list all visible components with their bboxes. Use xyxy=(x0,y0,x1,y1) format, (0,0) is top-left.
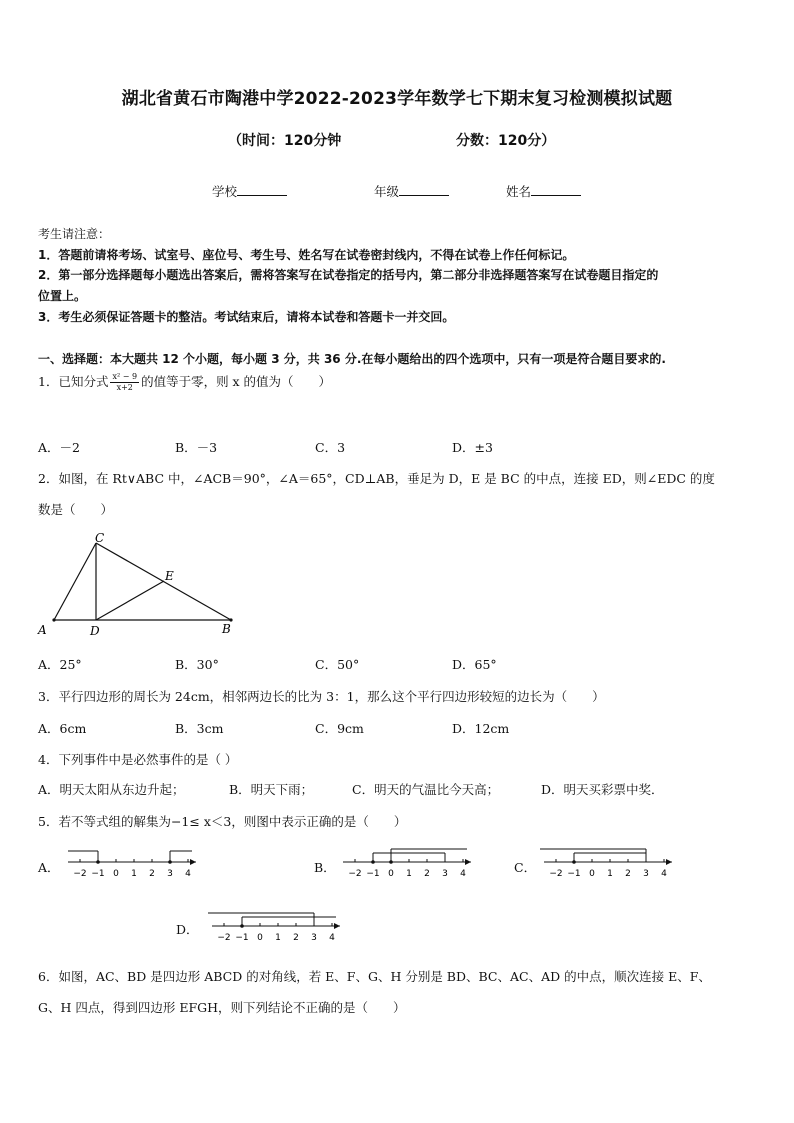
q3-text: 3．平行四边形的周长为 24cm，相邻两边长的比为 3：1，那么这个平行四边形较短的边长为（ ） xyxy=(38,689,605,704)
q4-option-d[interactable]: D．明天买彩票中奖． xyxy=(541,782,664,797)
q6-line-2: G、H 四点，得到四边形 EFGH，则下列结论不正确的是（ ） xyxy=(38,1000,406,1015)
tick-label: −1 xyxy=(235,933,249,943)
q1-frac-num: x² − 9 xyxy=(112,372,138,381)
tick-label: 3 xyxy=(643,869,649,879)
point-a xyxy=(52,618,55,621)
q1-option-a[interactable]: A．－2 xyxy=(38,440,80,455)
tick-label: 3 xyxy=(167,869,173,879)
tick-label: −1 xyxy=(91,869,105,879)
notice-item-2-cont: 位置上。 xyxy=(38,289,87,303)
exam-score: 分数：120分） xyxy=(456,133,556,149)
endpoint-dot xyxy=(96,860,100,864)
label-b: B xyxy=(222,622,231,636)
tick-label: 3 xyxy=(311,933,317,943)
q1-fraction xyxy=(110,372,139,393)
tick-label: −2 xyxy=(549,869,563,879)
school-blank[interactable] xyxy=(237,183,287,196)
q2-line-2: 数是（ ） xyxy=(38,502,114,517)
name-blank[interactable] xyxy=(531,183,581,196)
axis-arrow xyxy=(666,859,672,865)
school-label: 学校 xyxy=(212,184,238,199)
tick-label: 1 xyxy=(275,933,281,943)
q2-triangle-figure xyxy=(36,528,246,640)
q4-option-a[interactable]: A．明天太阳从东边升起； xyxy=(38,782,185,797)
endpoint-dot xyxy=(240,924,244,928)
q5-option-a-label[interactable]: A． xyxy=(38,860,60,875)
tick-label: 1 xyxy=(406,869,412,879)
q2-option-d[interactable]: D．65° xyxy=(452,657,497,672)
tick-label: 0 xyxy=(388,869,394,879)
tick-label: −2 xyxy=(73,869,87,879)
segment-ac xyxy=(54,543,96,620)
q1-pre: 1．已知分式 xyxy=(38,374,109,389)
tick-label: 2 xyxy=(293,933,299,943)
endpoint-dot xyxy=(168,860,172,864)
question-1 xyxy=(38,372,331,393)
q5-number-line-a xyxy=(64,842,204,882)
q5-option-c-label[interactable]: C． xyxy=(514,860,537,875)
tick-label: 3 xyxy=(442,869,448,879)
school-field xyxy=(212,182,287,200)
exam-time: （时间：120分钟 xyxy=(228,133,342,149)
q2-option-a[interactable]: A．25° xyxy=(38,657,82,672)
grade-label: 年级 xyxy=(374,184,400,199)
q5-number-line-b xyxy=(339,842,479,882)
tick-label: −1 xyxy=(366,869,380,879)
tick-label: 2 xyxy=(625,869,631,879)
tick-label: 4 xyxy=(329,933,335,943)
endpoint-dot xyxy=(389,860,393,864)
section-heading: 一、选择题：本大题共 12 个小题，每小题 3 分，共 36 分.在每小题给出的四个选项中，只有一项是符合题目要求的. xyxy=(38,352,666,366)
name-label: 姓名 xyxy=(506,184,532,199)
tick-label: 0 xyxy=(589,869,595,879)
label-e: E xyxy=(165,569,174,583)
q4-option-c[interactable]: C．明天的气温比今天高； xyxy=(352,782,500,797)
q3-option-a[interactable]: A．6cm xyxy=(38,721,87,736)
endpoint-dot xyxy=(371,860,375,864)
q5-number-line-d xyxy=(208,906,348,946)
q1-option-c[interactable]: C．3 xyxy=(315,440,346,455)
axis-arrow xyxy=(465,859,471,865)
tick-label: 4 xyxy=(185,869,191,879)
q4-text: 4．下列事件中是必然事件的是（ ） xyxy=(38,752,238,767)
grade-field xyxy=(374,182,449,200)
axis-arrow xyxy=(190,859,196,865)
name-field xyxy=(506,182,581,200)
page-title: 湖北省黄石市陶港中学2022-2023学年数学七下期末复习检测模拟试题 xyxy=(121,89,673,109)
q1-option-b[interactable]: B．－3 xyxy=(175,440,218,455)
grade-blank[interactable] xyxy=(399,183,449,196)
endpoint-dot xyxy=(572,860,576,864)
notice-item-1: 1．答题前请将考场、试室号、座位号、考生号、姓名写在试卷密封线内，不得在试卷上作任何标记。 xyxy=(38,248,575,262)
q2-line-1: 2．如图，在 Rt∨ABC 中，∠ACB＝90°，∠A＝65°，CD⊥AB，垂足为 D，E 是 BC 的中点，连接 ED，则∠EDC 的度 xyxy=(38,471,715,486)
q5-option-d-label[interactable]: D． xyxy=(176,922,199,937)
tick-label: −2 xyxy=(217,933,231,943)
q5-option-b-label[interactable]: B． xyxy=(314,860,336,875)
notice-item-2: 2．第一部分选择题每小题选出答案后，需将答案写在试卷指定的括号内，第二部分非选择题答案写在试卷题目指定的 xyxy=(38,268,659,282)
tick-label: 4 xyxy=(460,869,466,879)
q5-number-line-c xyxy=(540,842,680,882)
q3-option-d[interactable]: D．12cm xyxy=(452,721,510,736)
q3-option-c[interactable]: C．9cm xyxy=(315,721,364,736)
tick-label: 0 xyxy=(257,933,263,943)
q5-text: 5．若不等式组的解集为−1≤ x＜3，则图中表示正确的是（ ） xyxy=(38,814,407,829)
tick-label: 4 xyxy=(661,869,667,879)
tick-label: 0 xyxy=(113,869,119,879)
q6-line-1: 6．如图，AC、BD 是四边形 ABCD 的对角线，若 E、F、G、H 分别是 BD、BC、AC、AD 的中点，顺次连接 E、F、 xyxy=(38,969,711,984)
q3-option-b[interactable]: B．3cm xyxy=(175,721,224,736)
tick-label: 2 xyxy=(424,869,430,879)
label-a: A xyxy=(38,623,47,637)
tick-label: −1 xyxy=(567,869,581,879)
tick-label: 1 xyxy=(607,869,613,879)
q2-option-c[interactable]: C．50° xyxy=(315,657,360,672)
tick-label: 1 xyxy=(131,869,137,879)
segment-de xyxy=(96,581,164,620)
label-c: C xyxy=(95,531,105,545)
q1-post: 的值等于零，则 x 的值为（ ） xyxy=(141,374,332,389)
q2-option-b[interactable]: B．30° xyxy=(175,657,219,672)
q4-option-b[interactable]: B．明天下雨； xyxy=(229,782,314,797)
tick-label: 2 xyxy=(149,869,155,879)
notice-item-3: 3．考生必须保证答题卡的整洁。考试结束后，请将本试卷和答题卡一并交回。 xyxy=(38,310,455,324)
q1-option-d[interactable]: D．±3 xyxy=(452,440,493,455)
label-d: D xyxy=(90,624,100,638)
axis-arrow xyxy=(334,923,340,929)
notice-heading: 考生请注意： xyxy=(38,227,111,241)
q1-frac-den: x+2 xyxy=(116,383,133,392)
tick-label: −2 xyxy=(348,869,362,879)
